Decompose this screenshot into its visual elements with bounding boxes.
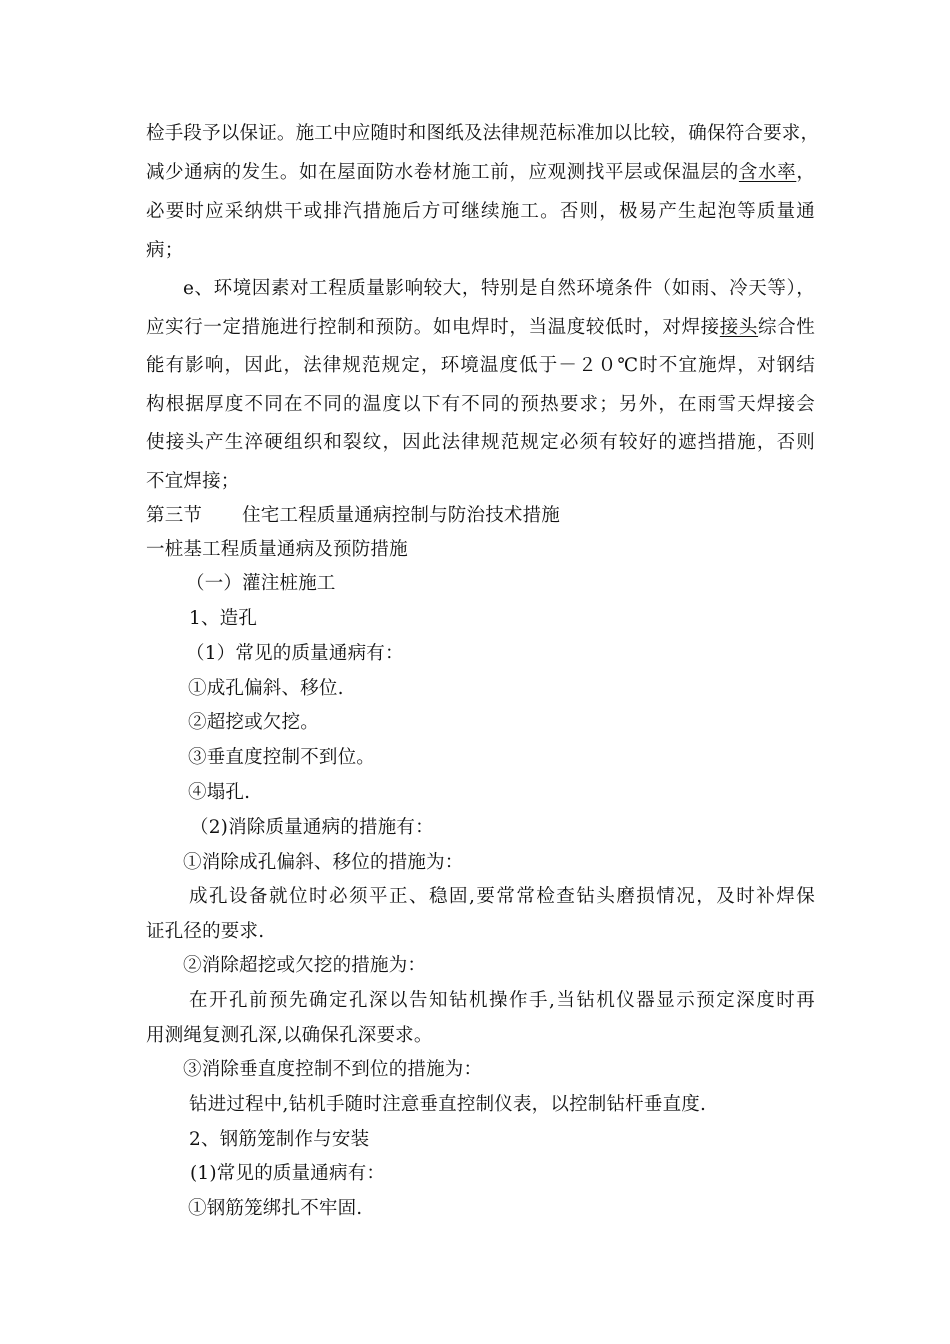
paragraph-2-line-1: e、环境因素对工程质量影响较大，特别是自然环境条件（如雨、冷天等），: [183, 278, 815, 299]
paragraph-2-line-4: 构根据厚度不同在不同的温度以下有不同的预热要求；另外，在雨雪天焊接会: [146, 394, 815, 415]
item-1-measures-heading: （2)消除质量通病的措施有：: [190, 817, 434, 838]
measure-1-line-1: 成孔设备就位时必须平正、稳固,要常常检查钻头磨损情况，及时补焊保: [189, 886, 815, 907]
paragraph-2-line-6: 不宜焊接；: [146, 471, 240, 492]
measure-2-title: ②消除超挖或欠挖的措施为：: [183, 955, 427, 976]
paragraph-1-line-2: [146, 161, 815, 185]
paragraph-1-line-4: 病；: [146, 240, 184, 261]
measure-3-line-1: 钻进过程中,钻机手随时注意垂直控制仪表，以控制钻杆垂直度.: [189, 1094, 707, 1115]
item-2-title: 2、钢筋笼制作与安装: [189, 1129, 370, 1150]
item-1-problem-1: ①成孔偏斜、移位.: [188, 678, 344, 699]
water-content-link[interactable]: 含水率: [738, 162, 797, 183]
paragraph-2-line-2-text: 应实行一定措施进行控制和预防。如电焊时，当温度较低时，对焊接: [146, 317, 720, 338]
paragraph-1-line-2-text: 减少通病的发生。如在屋面防水卷材施工前，应观测找平层或保温层的: [146, 162, 739, 183]
paragraph-2-line-2-end: 综合性: [758, 317, 815, 338]
paragraph-1-line-1: 检手段予以保证。施工中应随时和图纸及法律规范标准加以比较，确保符合要求，: [146, 123, 820, 144]
item-1-common-heading: （1）常见的质量通病有：: [186, 643, 404, 664]
paragraph-1-line-3: 必要时应采纳烘干或排汽措施后方可继续施工。否则，极易产生起泡等质量通: [146, 201, 815, 222]
measure-1-line-2: 证孔径的要求.: [146, 921, 265, 942]
paragraph-2-line-5: 使接头产生淬硬组织和裂纹，因此法律规范规定必须有较好的遮挡措施，否则: [146, 432, 815, 453]
chapter-heading: 一桩基工程质量通病及预防措施: [146, 539, 408, 560]
paragraph-2-line-2: [146, 316, 815, 340]
measure-2-line-2: 用测绳复测孔深,以确保孔深要求。: [146, 1025, 433, 1046]
item-1-problem-2: ②超挖或欠挖。: [188, 712, 319, 733]
item-1-problem-3: ③垂直度控制不到位。: [188, 747, 376, 768]
item-1-title: 1、造孔: [189, 608, 258, 629]
paragraph-2-line-3: 能有影响，因此，法律规范规定，环境温度低于－２０℃时不宜施焊，对钢结: [146, 355, 815, 376]
measure-2-line-1: 在开孔前预先确定孔深以告知钻机操作手,当钻机仪器显示预定深度时再: [189, 990, 815, 1011]
section-label: 第三节: [146, 505, 203, 526]
measure-1-title: ①消除成孔偏斜、移位的措施为：: [183, 852, 464, 873]
measure-3-title: ③消除垂直度控制不到位的措施为：: [183, 1059, 483, 1080]
joint-link[interactable]: 接头: [719, 317, 759, 338]
paragraph-1-line-2-end: ，: [796, 162, 816, 183]
item-2-problem-1: ①钢筋笼绑扎不牢固.: [188, 1198, 363, 1219]
section-title: 住宅工程质量通病控制与防治技术措施: [242, 505, 561, 526]
item-1-problem-4: ④塌孔.: [188, 782, 251, 803]
item-2-common-heading: (1)常见的质量通病有：: [190, 1163, 386, 1184]
sub-heading: （一）灌注桩施工: [186, 573, 336, 594]
section-heading: [146, 504, 560, 528]
